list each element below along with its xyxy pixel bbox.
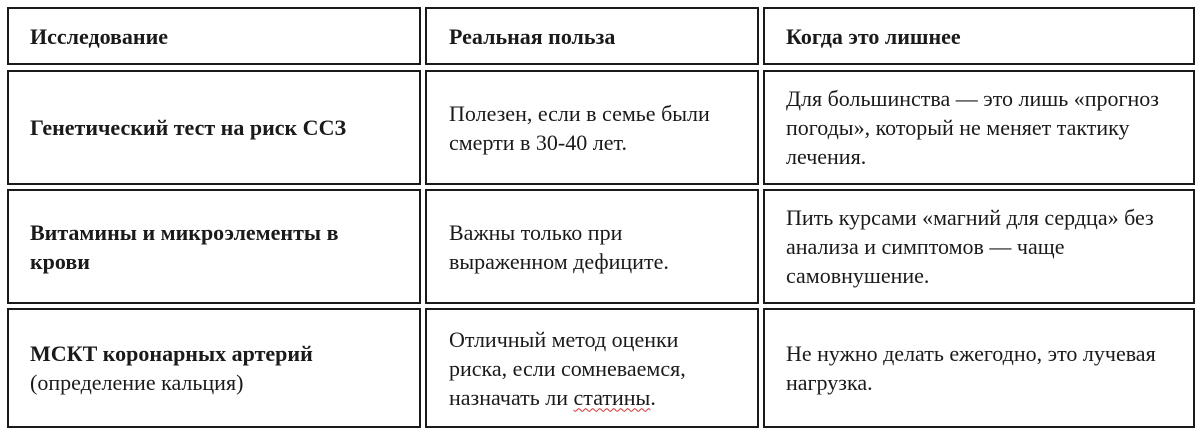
header-label-unnecessary: Когда это лишнее <box>786 23 961 49</box>
comparison-table <box>7 7 1195 428</box>
table-row-3-test-cell <box>7 308 421 428</box>
table-row-2-test-cell <box>7 189 421 304</box>
row-3-test-name: МСКТ коронарных артерий <box>30 341 313 366</box>
row-1-test-name: Генетический тест на риск ССЗ <box>30 115 347 140</box>
table-row-1-unnecessary-cell <box>763 70 1195 185</box>
row-2-unnecessary-text: Пить курсами «магний для сердца» без анализа и симптомов — чаще самовнушение. <box>786 205 1154 288</box>
row-1-unnecessary-text: Для большинства — это лишь «прогноз погоды», который не меняет тактику лечения. <box>786 86 1160 169</box>
header-cell-benefit <box>425 7 759 65</box>
table-row-1-benefit-cell <box>425 70 759 185</box>
header-cell-test <box>7 7 421 65</box>
row-3-benefit-block <box>449 325 739 412</box>
header-label-test: Исследование <box>30 23 169 49</box>
row-1-benefit-text: Полезен, если в семье были смерти в 30-40 лет. <box>449 100 710 155</box>
row-3-unnecessary-text: Не нужно делать ежегодно, это лучевая нагрузка. <box>786 341 1156 395</box>
spellcheck-marked-word: статины <box>573 384 651 410</box>
row-3-test-note: (определение кальция) <box>30 370 244 395</box>
row-2-benefit-text: Важны только при выраженном дефиците. <box>449 219 669 274</box>
row-3-test-block <box>30 339 313 397</box>
row-3-benefit-text: Отличный метод оценки риска, если сомневаемся, назначать ли <box>449 326 686 410</box>
header-cell-unnecessary <box>763 7 1195 65</box>
row-2-test-name: Витамины и микроэлементы в крови <box>30 219 339 274</box>
table-row-2-benefit-cell <box>425 189 759 304</box>
table-row-3-benefit-cell <box>425 308 759 428</box>
table-row-2-unnecessary-cell <box>763 189 1195 304</box>
table-row-3-unnecessary-cell <box>763 308 1195 428</box>
header-label-benefit: Реальная польза <box>449 23 616 49</box>
row-3-benefit-end: . <box>650 384 656 410</box>
table-row-1-test-cell <box>7 70 421 185</box>
